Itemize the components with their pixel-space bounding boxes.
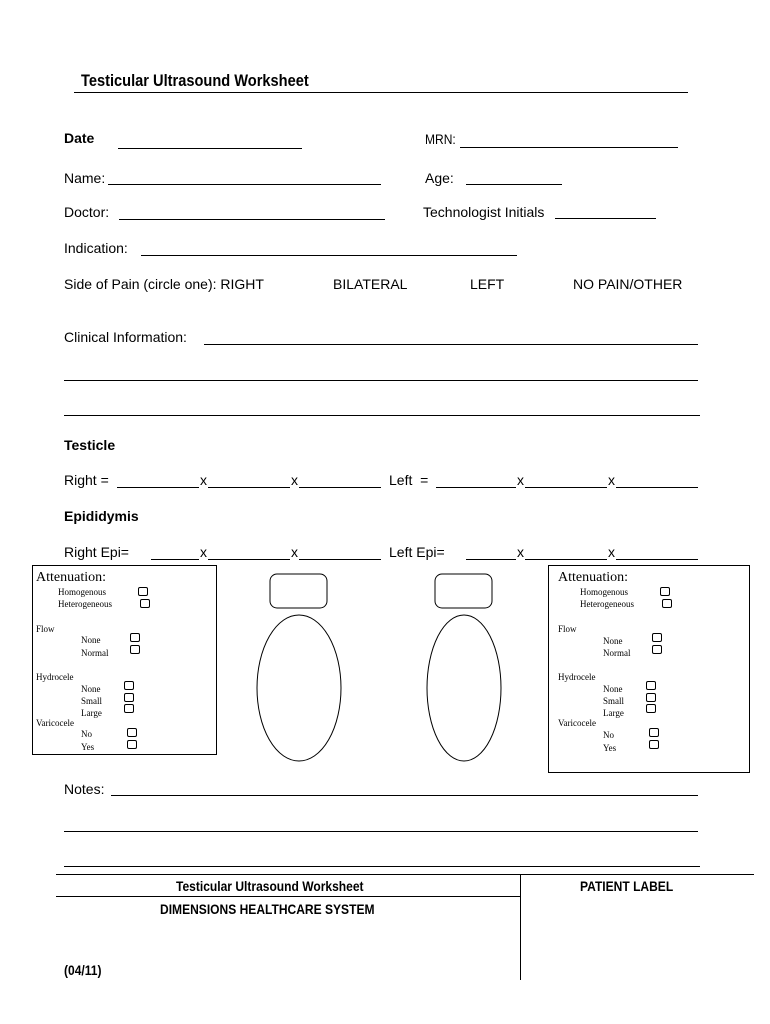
footer-divider	[520, 875, 521, 980]
varicocele-heading: Varicocele	[36, 718, 74, 728]
heterogeneous-checkbox[interactable]	[662, 599, 672, 608]
testicle-left-dim-2[interactable]	[525, 487, 607, 488]
indication-label: Indication:	[64, 240, 128, 256]
testicle-diagram	[250, 570, 510, 766]
hydrocele-none-label: None	[81, 684, 101, 694]
testicle-left-dim-3[interactable]	[616, 487, 698, 488]
testicle-right-x-1: x	[200, 472, 207, 488]
epi-right-dim-1[interactable]	[151, 559, 199, 560]
homogenous-checkbox[interactable]	[138, 587, 148, 596]
clinical-info-field-1[interactable]	[204, 344, 698, 345]
testicle-left-label: Left =	[389, 472, 429, 488]
age-label: Age:	[425, 170, 454, 186]
epi-right-x-2: x	[291, 544, 298, 560]
flow-normal-label: Normal	[81, 648, 109, 658]
left-epididymis-box	[435, 574, 492, 608]
testicle-heading: Testicle	[64, 437, 116, 453]
flow-heading: Flow	[36, 624, 55, 634]
age-field[interactable]	[466, 184, 562, 185]
revision-date: (04/11)	[64, 962, 102, 978]
hydrocele-large-checkbox[interactable]	[646, 704, 656, 713]
epi-left-label: Left Epi=	[389, 544, 445, 560]
testicle-right-dim-2[interactable]	[208, 487, 290, 488]
homogenous-label: Homogenous	[58, 587, 106, 597]
hydrocele-large-label: Large	[603, 708, 624, 718]
hydrocele-heading: Hydrocele	[558, 672, 596, 682]
date-label: Date	[64, 130, 95, 146]
testicle-right-x-2: x	[291, 472, 298, 488]
varicocele-heading: Varicocele	[558, 718, 596, 728]
varicocele-no-label: No	[603, 730, 614, 740]
left-testicle-ellipse	[427, 615, 501, 761]
side-of-pain-label: Side of Pain (circle one): RIGHT	[64, 276, 264, 292]
homogenous-checkbox[interactable]	[660, 587, 670, 596]
flow-none-label: None	[603, 636, 623, 646]
notes-label: Notes:	[64, 781, 105, 797]
hydrocele-small-checkbox[interactable]	[124, 693, 134, 702]
clinical-info-label: Clinical Information:	[64, 329, 187, 345]
epi-left-x-2: x	[608, 544, 615, 560]
right-epididymis-box	[270, 574, 327, 608]
testicle-left-x-2: x	[608, 472, 615, 488]
attenuation-heading: Attenuation:	[36, 570, 106, 585]
clinical-info-field-2[interactable]	[64, 380, 698, 381]
testicle-right-label: Right =	[64, 472, 109, 488]
flow-normal-checkbox[interactable]	[652, 645, 662, 654]
hydrocele-none-checkbox[interactable]	[124, 681, 134, 690]
indication-field[interactable]	[141, 255, 517, 256]
heterogeneous-checkbox[interactable]	[140, 599, 150, 608]
epididymis-heading: Epididymis	[64, 508, 139, 524]
page-title: Testicular Ultrasound Worksheet	[81, 71, 309, 90]
right-assessment-panel	[32, 565, 217, 755]
epi-right-x-1: x	[200, 544, 207, 560]
flow-none-checkbox[interactable]	[130, 633, 140, 642]
varicocele-yes-checkbox[interactable]	[649, 740, 659, 749]
hydrocele-small-checkbox[interactable]	[646, 693, 656, 702]
hydrocele-small-label: Small	[603, 696, 625, 706]
mrn-label: MRN:	[425, 131, 456, 147]
varicocele-no-label: No	[81, 729, 92, 739]
epi-right-dim-3[interactable]	[299, 559, 381, 560]
pain-option-left[interactable]: LEFT	[470, 276, 505, 292]
date-field[interactable]	[118, 148, 302, 149]
attenuation-heading: Attenuation:	[558, 570, 628, 585]
name-field[interactable]	[108, 184, 381, 185]
pain-option-no-pain[interactable]: NO PAIN/OTHER	[573, 276, 683, 292]
notes-field-3[interactable]	[64, 866, 700, 867]
epi-right-dim-2[interactable]	[208, 559, 290, 560]
mrn-field[interactable]	[460, 147, 678, 148]
epi-left-dim-3[interactable]	[616, 559, 698, 560]
pain-option-bilateral[interactable]: BILATERAL	[333, 276, 408, 292]
right-testicle-ellipse	[257, 615, 341, 761]
clinical-info-field-3[interactable]	[64, 415, 700, 416]
epi-left-x-1: x	[517, 544, 524, 560]
varicocele-no-checkbox[interactable]	[649, 728, 659, 737]
varicocele-yes-checkbox[interactable]	[127, 740, 137, 749]
hydrocele-large-label: Large	[81, 708, 102, 718]
footer-top-rule	[56, 874, 754, 875]
hydrocele-none-label: None	[603, 684, 623, 694]
title-rule	[74, 92, 688, 93]
varicocele-yes-label: Yes	[603, 743, 617, 753]
varicocele-no-checkbox[interactable]	[127, 728, 137, 737]
flow-normal-checkbox[interactable]	[130, 645, 140, 654]
testicle-left-dim-1[interactable]	[436, 487, 516, 488]
flow-normal-label: Normal	[603, 648, 631, 658]
flow-none-label: None	[81, 635, 101, 645]
flow-heading: Flow	[558, 624, 577, 634]
heterogeneous-label: Heterogeneous	[580, 599, 634, 609]
hydrocele-large-checkbox[interactable]	[124, 704, 134, 713]
epi-left-dim-1[interactable]	[466, 559, 516, 560]
testicle-right-dim-1[interactable]	[117, 487, 199, 488]
flow-none-checkbox[interactable]	[652, 633, 662, 642]
hydrocele-heading: Hydrocele	[36, 672, 74, 682]
doctor-field[interactable]	[119, 219, 385, 220]
epi-left-dim-2[interactable]	[525, 559, 607, 560]
varicocele-yes-label: Yes	[81, 742, 95, 752]
hydrocele-none-checkbox[interactable]	[646, 681, 656, 690]
tech-initials-label: Technologist Initials	[423, 204, 545, 220]
notes-field-2[interactable]	[64, 831, 698, 832]
name-label: Name:	[64, 170, 106, 186]
footer-title-rule	[56, 896, 520, 897]
homogenous-label: Homogenous	[580, 587, 628, 597]
hydrocele-small-label: Small	[81, 696, 103, 706]
footer-system-name: DIMENSIONS HEALTHCARE SYSTEM	[160, 901, 375, 917]
epi-right-label: Right Epi=	[64, 544, 129, 560]
left-assessment-panel	[548, 565, 750, 773]
footer-title: Testicular Ultrasound Worksheet	[176, 878, 364, 894]
heterogeneous-label: Heterogeneous	[58, 599, 112, 609]
testicle-right-dim-3[interactable]	[299, 487, 381, 488]
patient-label-area: PATIENT LABEL	[580, 878, 674, 894]
doctor-label: Doctor:	[64, 204, 110, 220]
testicle-left-x-1: x	[517, 472, 524, 488]
tech-initials-field[interactable]	[555, 218, 656, 219]
notes-field-1[interactable]	[111, 795, 698, 796]
